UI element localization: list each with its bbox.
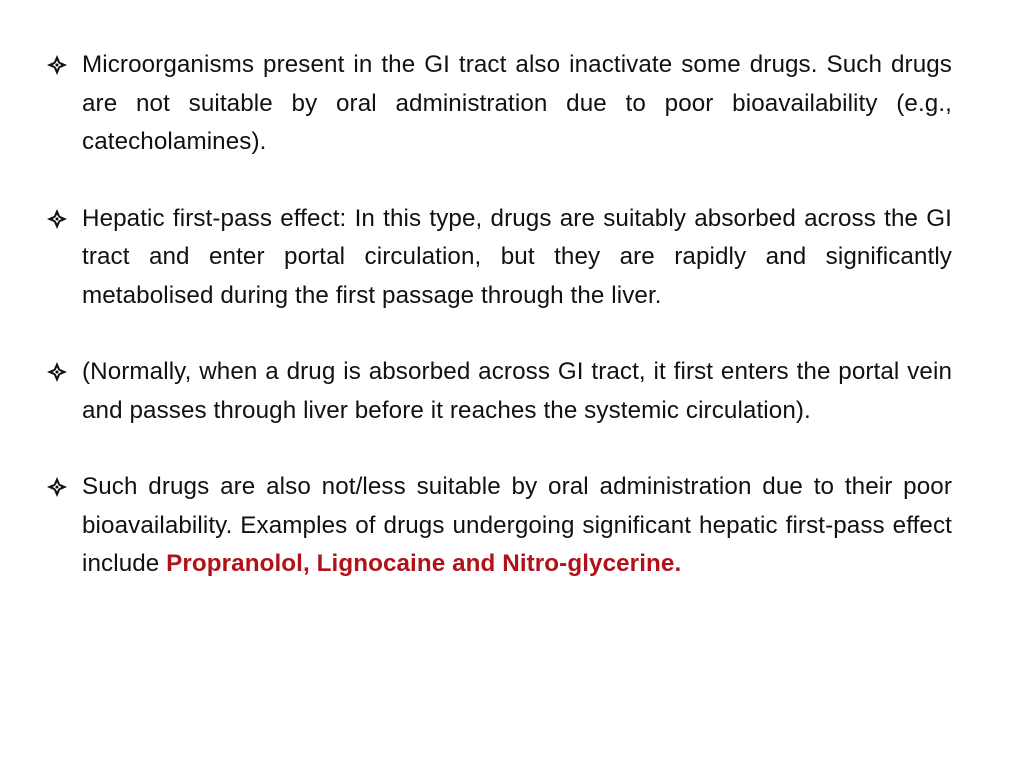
diamond-bullet-icon: [46, 200, 72, 238]
bullet-item-portal-vein-note: [46, 353, 952, 430]
drug-examples-highlight: Propranolol, Lignocaine and Nitro-glycerine.: [166, 550, 682, 577]
bullet-text: Hepatic first-pass effect: In this type, drugs are suitably absorbed across the GI tract and enter portal circulation, but they are rapidly and significantly metabolised during the first passage through the liver.: [82, 204, 952, 309]
bullet-text: Microorganisms present in the GI tract also inactivate some drugs. Such drugs are not suitable by oral administration due to poor bioavailability (e.g., catecholamines).: [82, 51, 952, 155]
diamond-bullet-icon: [46, 468, 72, 506]
bullet-item-microorganisms: [46, 46, 952, 162]
bullet-text: (Normally, when a drug is absorbed across GI tract, it first enters the portal vein and passes through liver before it reaches the systemic circulation).: [82, 358, 952, 424]
bullet-text: Such drugs are also not/less suitable by oral administration due to their poor bioavailability. Examples of drugs undergoing significant hepatic first-pass effect include: [82, 473, 952, 577]
bullet-item-hepatic-first-pass: [46, 200, 952, 316]
diamond-bullet-icon: [46, 353, 72, 391]
bullet-list: [46, 46, 952, 622]
diamond-bullet-icon: [46, 46, 72, 84]
bullet-item-examples: [46, 468, 952, 584]
